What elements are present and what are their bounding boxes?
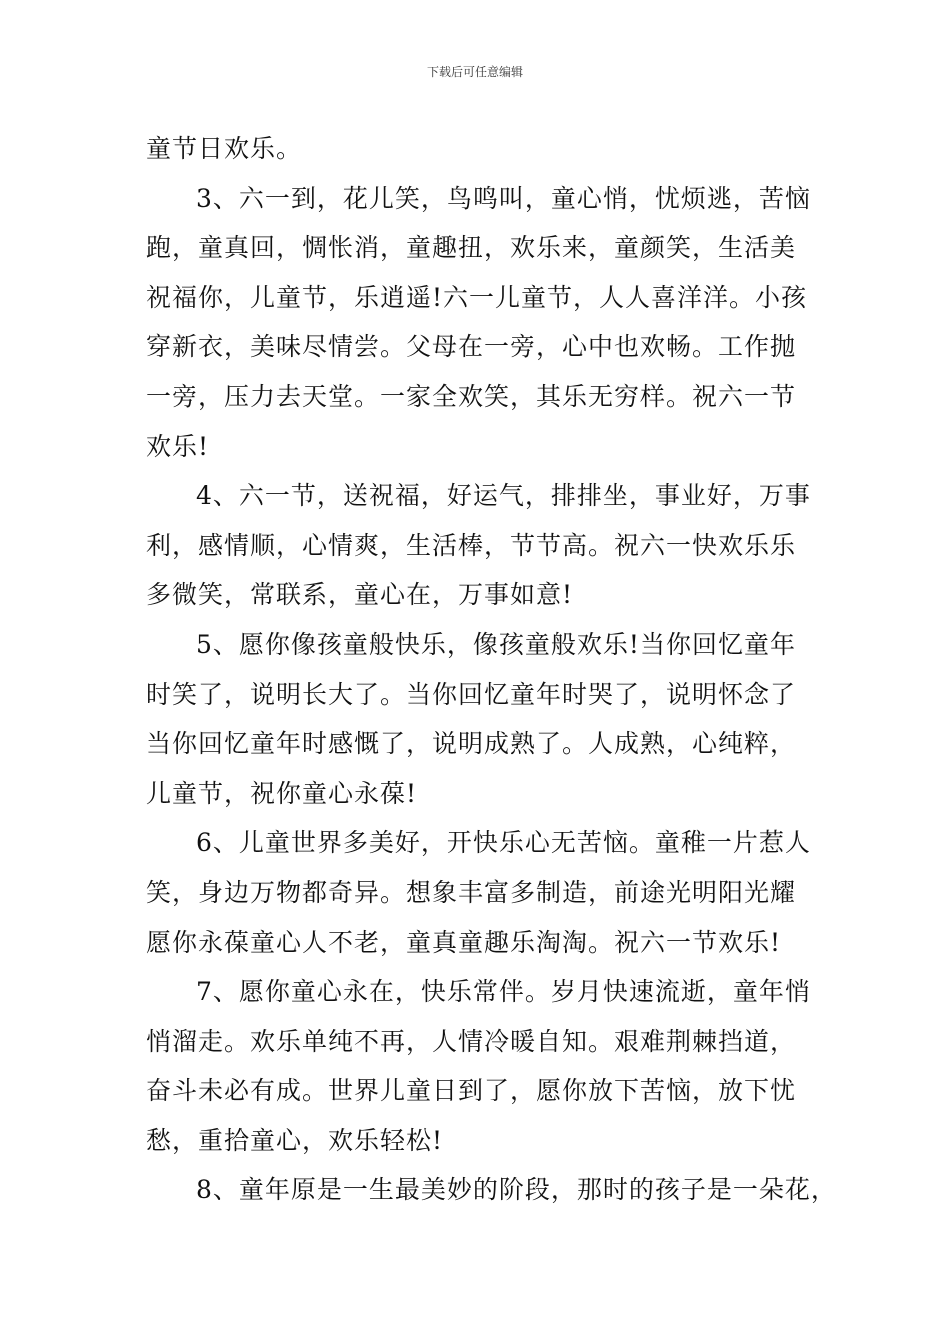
text-line: 儿童节，祝你童心永葆! (146, 778, 418, 808)
text-line: 一旁，压力去天堂。一家全欢笑，其乐无穷样。祝六一节 (146, 381, 797, 411)
text-line: 愿你永葆童心人不老，童真童趣乐淘淘。祝六一节欢乐! (146, 927, 782, 957)
document-body (146, 124, 836, 1215)
text-line: 多微笑，常联系，童心在，万事如意! (146, 580, 574, 610)
text-line: 悄溜走。欢乐单纯不再，人情冷暖自知。艰难荆棘挡道， (146, 1026, 797, 1056)
text-line: 8、童年原是一生最美妙的阶段，那时的孩子是一朵花， (196, 1175, 837, 1205)
text-line: 童节日欢乐。 (146, 134, 303, 163)
page-header: 下载后可任意编辑 (426, 65, 523, 79)
text-line: 4、六一节，送祝福，好运气，排排坐，事业好，万事 (196, 481, 811, 511)
text-line: 5、愿你像孩童般快乐，像孩童般欢乐!当你回忆童年 (196, 629, 796, 659)
text-line: 跑，童真回，惆怅消，童趣扭，欢乐来，童颜笑，生活美 (146, 233, 797, 263)
text-line: 7、愿你童心永在，快乐常伴。岁月快速流逝，童年悄 (196, 977, 811, 1007)
text-line: 利，感情顺，心情爽，生活棒，节节高。祝六一快欢乐乐 (146, 530, 797, 560)
text-line: 3、六一到，花儿笑，鸟鸣叫，童心悄，忧烦逃，苦恼 (196, 183, 811, 213)
text-line: 祝福你，儿童节，乐逍遥!六一儿童节，人人喜洋洋。小孩 (146, 282, 808, 312)
text-line: 奋斗未必有成。世界儿童日到了，愿你放下苦恼，放下忧 (146, 1076, 797, 1106)
text-line: 愁，重拾童心，欢乐轻松! (146, 1125, 444, 1155)
text-line: 穿新衣，美味尽情尝。父母在一旁，心中也欢畅。工作抛 (146, 332, 797, 362)
text-line: 当你回忆童年时感慨了，说明成熟了。人成熟，心纯粹， (146, 729, 797, 759)
text-line: 欢乐! (146, 431, 210, 461)
text-line: 笑，身边万物都奇异。想象丰富多制造，前途光明阳光耀 (146, 877, 797, 907)
text-line: 时笑了，说明长大了。当你回忆童年时哭了，说明怀念了 (146, 679, 797, 709)
text-line: 6、儿童世界多美好，开快乐心无苦恼。童稚一片惹人 (196, 828, 811, 858)
